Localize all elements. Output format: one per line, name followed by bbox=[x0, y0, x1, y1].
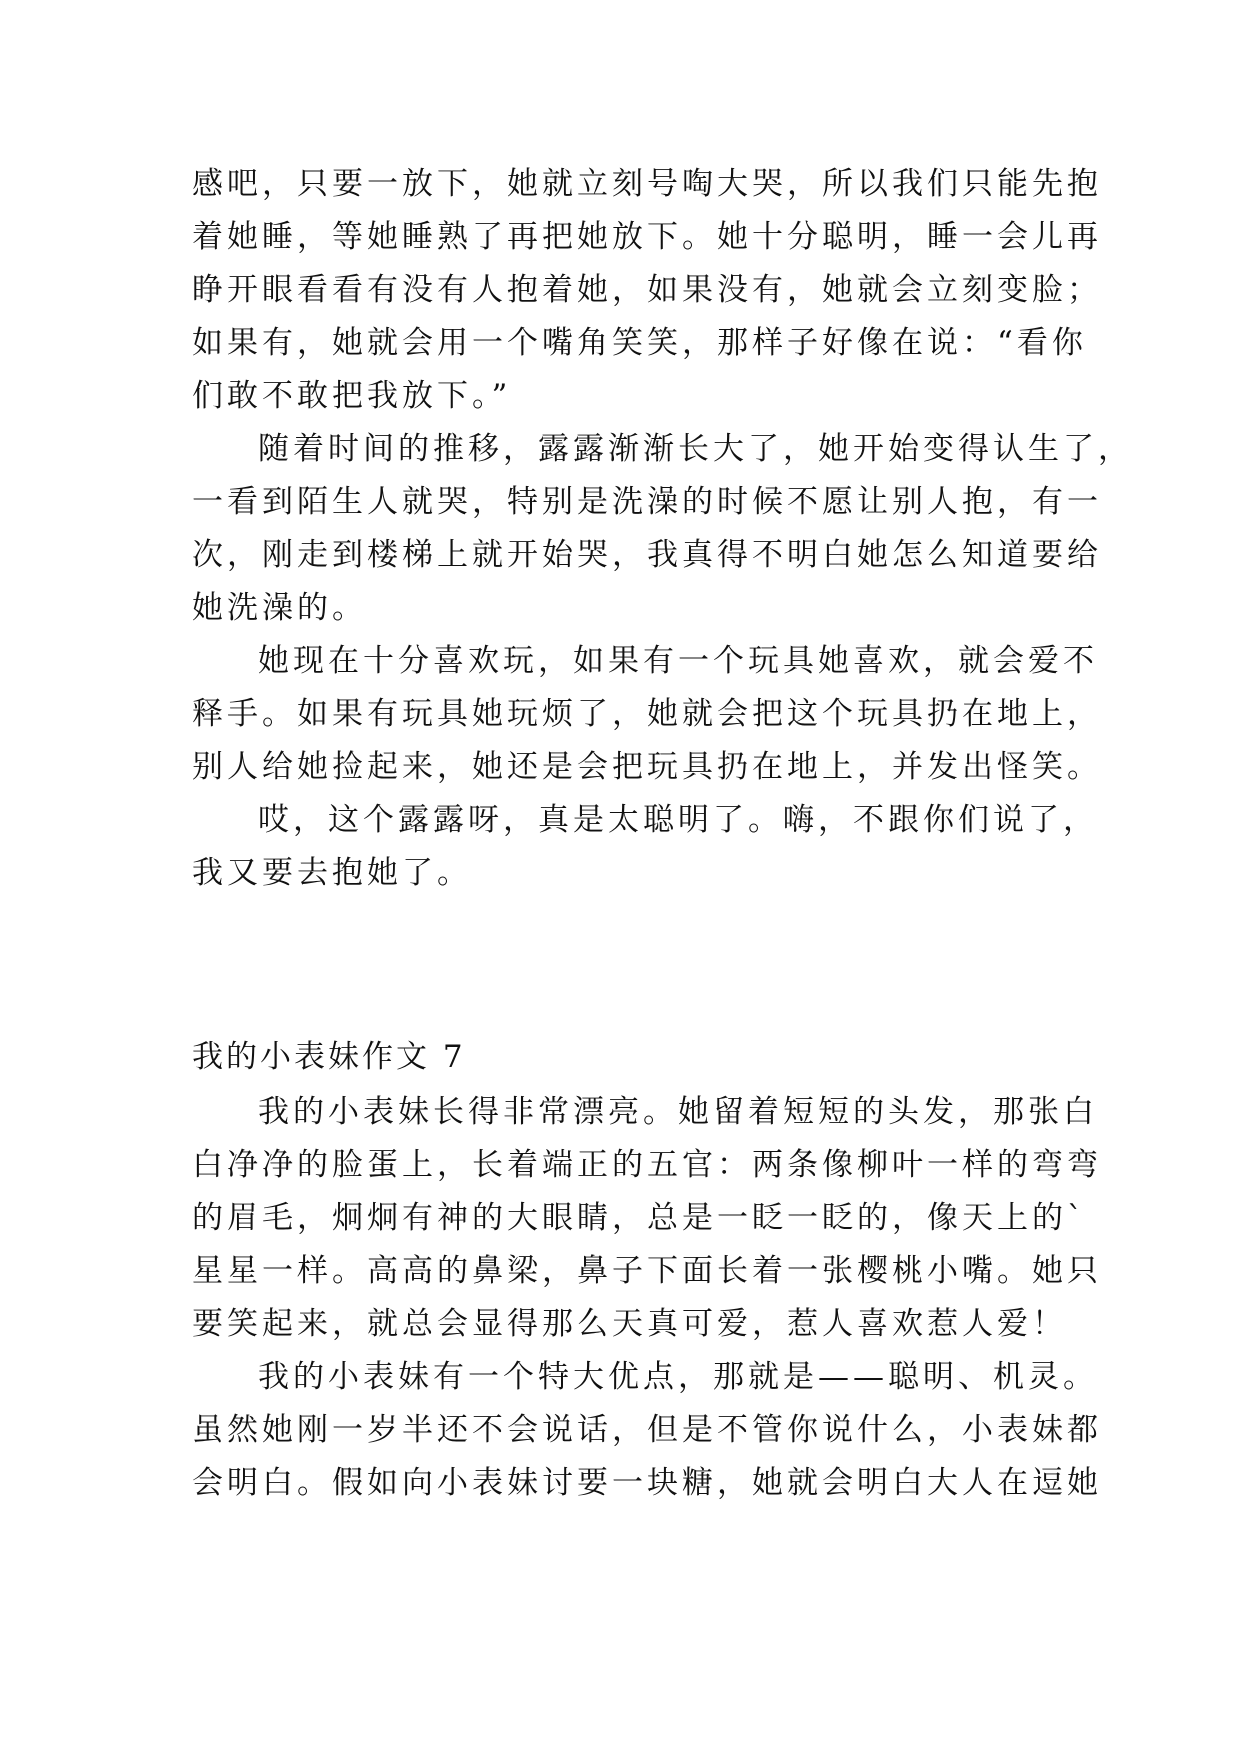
text-line: 我又要去抱她了。 bbox=[192, 855, 472, 891]
text-line: 如果有，她就会用一个嘴角笑笑，那样子好像在说：“看你 bbox=[192, 325, 1087, 361]
text-line: 着她睡，等她睡熟了再把她放下。她十分聪明，睡一会儿再 bbox=[192, 219, 1102, 255]
paragraph-start-line: 随着时间的推移，露露渐渐长大了，她开始变得认生了， bbox=[258, 431, 1133, 467]
text-line: 要笑起来，就总会显得那么天真可爱，惹人喜欢惹人爱！ bbox=[192, 1306, 1067, 1342]
text-line: 她洗澡的。 bbox=[192, 590, 367, 626]
text-line: 释手。如果有玩具她玩烦了，她就会把这个玩具扔在地上， bbox=[192, 696, 1102, 732]
text-line: 睁开眼看看有没有人抱着她，如果没有，她就会立刻变脸； bbox=[192, 272, 1102, 308]
text-line: 的眉毛，炯炯有神的大眼睛，总是一眨一眨的，像天上的` bbox=[192, 1200, 1087, 1236]
essay-heading: 我的小表妹作文 7 bbox=[192, 1039, 466, 1075]
text-line: 别人给她捡起来，她还是会把玩具扔在地上，并发出怪笑。 bbox=[192, 749, 1102, 785]
text-line: 们敢不敢把我放下。” bbox=[192, 378, 512, 414]
paragraph-start-line: 我的小表妹有一个特大优点，那就是——聪明、机灵。 bbox=[258, 1359, 1098, 1395]
paragraph-start-line: 我的小表妹长得非常漂亮。她留着短短的头发，那张白 bbox=[258, 1094, 1098, 1130]
section-2-body bbox=[192, 1086, 1102, 1510]
text-line: 星星一样。高高的鼻梁，鼻子下面长着一张樱桃小嘴。她只 bbox=[192, 1253, 1102, 1289]
text-line: 感吧，只要一放下，她就立刻号啕大哭，所以我们只能先抱 bbox=[192, 166, 1102, 202]
text-line: 次，刚走到楼梯上就开始哭，我真得不明白她怎么知道要给 bbox=[192, 537, 1102, 573]
text-line: 一看到陌生人就哭，特别是洗澡的时候不愿让别人抱，有一 bbox=[192, 484, 1102, 520]
text-line: 虽然她刚一岁半还不会说话，但是不管你说什么，小表妹都 bbox=[192, 1412, 1102, 1448]
text-line: 白净净的脸蛋上，长着端正的五官：两条像柳叶一样的弯弯 bbox=[192, 1147, 1102, 1183]
paragraph-start-line: 她现在十分喜欢玩，如果有一个玩具她喜欢，就会爱不 bbox=[258, 643, 1098, 679]
text-line: 会明白。假如向小表妹讨要一块糖，她就会明白大人在逗她 bbox=[192, 1465, 1102, 1501]
paragraph-start-line: 哎，这个露露呀，真是太聪明了。嗨，不跟你们说了， bbox=[258, 802, 1098, 838]
section-1-body bbox=[192, 158, 1133, 900]
